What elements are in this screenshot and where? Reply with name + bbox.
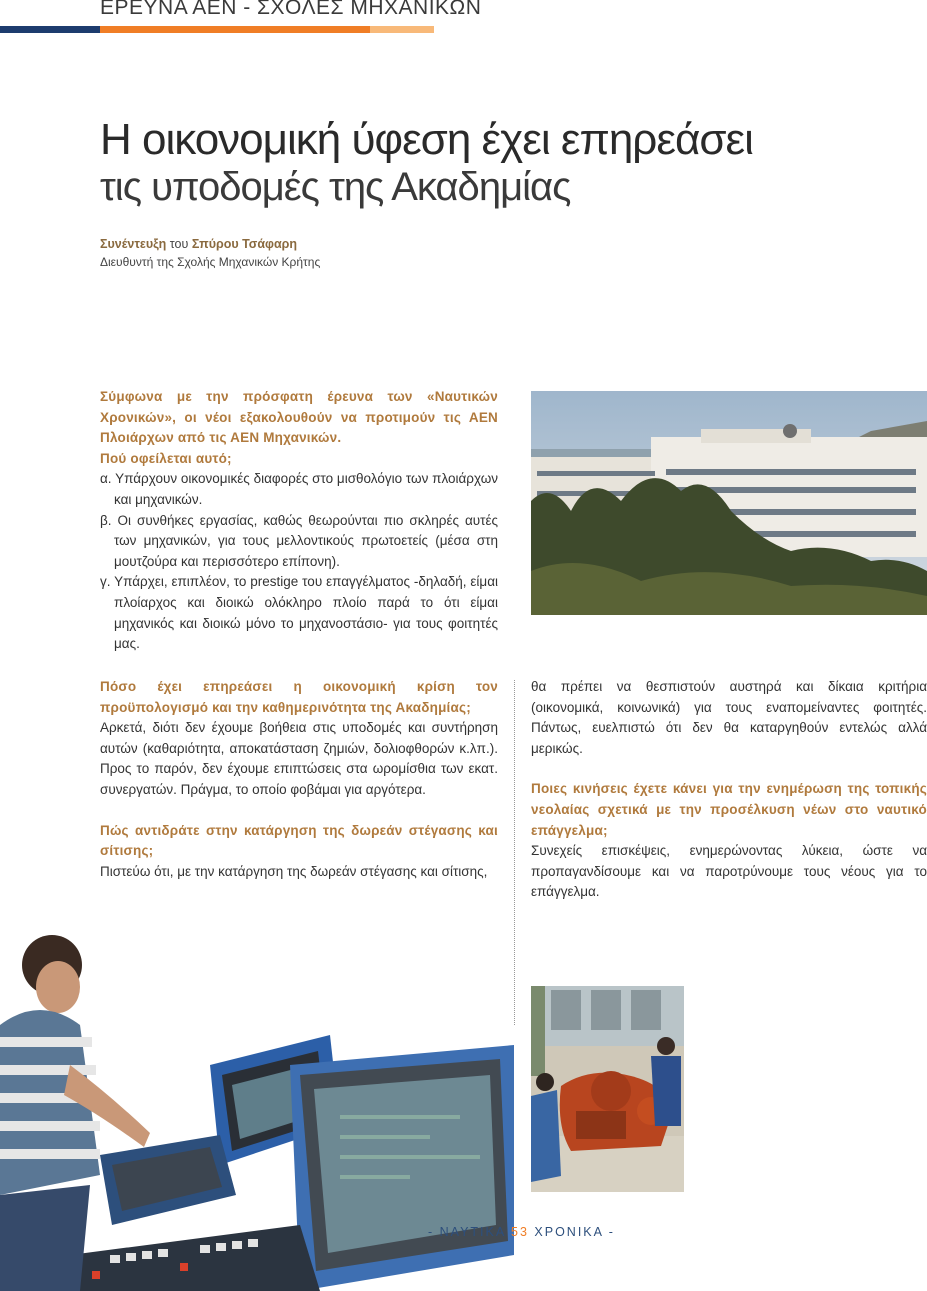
byline-connector: του: [169, 237, 189, 251]
answer-4: Συνεχείς επισκέψεις, ενημερώνοντας λύκεια, ώστε να προπαγανδίσουμε και να παροτρύνουμε τους νέους για το επάγγελμα.: [531, 843, 927, 900]
header-bar-peach: [370, 26, 434, 33]
answer-3-part1: Πιστεύω ότι, με την κατάργηση της δωρεάν στέγασης και σίτισης,: [100, 863, 488, 879]
answer-2: Αρκετά, διότι δεν έχουμε βοήθεια στις υποδομές και συντήρηση αυτών (καθαριότητα, αποκατάσταση ζημιών, δολιοφθορών κ.λπ.). Προς το παρόν, δεν έχουμε επιπτώσεις στα ωρομίσθια των εκατ. συνεργατών. Πράγμα, το οποίο φοβάμαι για αργότερα.: [100, 720, 498, 797]
page-number: 53: [511, 1225, 529, 1239]
question-1: Σύμφωνα με την πρόσφατη έρευνα των «Ναυτικών Χρονικών», οι νέοι εξακολουθούν να προτιμούν τις ΑΕΝ Πλοιάρχων από τις ΑΕΝ Μηχανικών.: [100, 389, 498, 446]
header-bar-navy: [0, 26, 100, 33]
byline-label: Συνέντευξη: [100, 237, 167, 251]
answer-3-part2: θα πρέπει να θεσπιστούν αυστηρά και δίκαια κριτήρια (οικονομικά, κοινωνικά) για τους εναπομείναντες φοιτητές. Πάντως, ευελπιστώ ότι δεν θα καταργηθούν εντελώς αλλά μερικώς.: [531, 679, 927, 756]
article-title-line2: τις υποδομές της Ακαδημίας: [100, 165, 571, 209]
question-1-followup: Πού οφείλεται αυτό;: [100, 450, 232, 466]
answer-1-item-b: β. Οι συνθήκες εργασίας, καθώς θεωρούνται πιο σκληρές αυτές των μηχανικών, για τους μελλοντικούς πρωτοετείς (μέσα στη μουτζούρα και περισσότερο επίπονη).: [100, 512, 498, 569]
page-footer: [428, 1225, 615, 1239]
byline-role: Διευθυντή της Σχολής Μηχανικών Κρήτης: [100, 255, 321, 269]
section-label: ΕΡΕΥΝΑ ΑΕΝ - ΣΧΟΛΕΣ ΜΗΧΑΝΙΚΩΝ: [100, 0, 482, 19]
engine-workshop-photo: [531, 986, 684, 1192]
academy-building-photo: [531, 391, 927, 615]
footer-word-2: ΧΡΟΝΙΚΑ -: [534, 1225, 615, 1239]
column-divider: [514, 680, 515, 1025]
question-2: Πόσο έχει επηρεάσει η οικονομική κρίση τον προϋπολογισμό και την καθημερινότητα της Ακαδημίας;: [100, 679, 498, 715]
byline-author: Σπύρου Τσάφαρη: [191, 237, 298, 251]
byline: [100, 237, 297, 251]
question-4: Ποιες κινήσεις έχετε κάνει για την ενημέρωση της τοπικής νεολαίας σχετικά με την προσέλκυση νέων στο ναυτικό επάγγελμα;: [531, 781, 927, 838]
footer-word-1: - ΝΑΥΤΙΚΑ: [428, 1225, 506, 1239]
header-bar-orange: [100, 26, 370, 33]
article-title-line1: Η οικονομική ύφεση έχει επηρεάσει: [100, 115, 753, 164]
article-column-right: [531, 677, 927, 903]
question-3: Πώς αντιδράτε στην κατάργηση της δωρεάν στέγασης και σίτισης;: [100, 822, 498, 859]
article-column-left-top: [100, 387, 498, 655]
article-column-left-bottom: [100, 677, 498, 882]
answer-1-item-c: γ. Υπάρχει, επιπλέον, το prestige του επαγγέλματος -δηλαδή, είμαι πλοίαρχος και διοικώ ολόκληρο πλοίο παρά το ότι είμαι μηχανικός και διοικώ μόνο το μηχανοστάσιο- για τους φοιτητές μας.: [100, 574, 498, 652]
answer-1-item-a: α. Υπάρχουν οικονομικές διαφορές στο μισθολόγιο των πλοιάρχων και μηχανικών.: [100, 471, 498, 507]
